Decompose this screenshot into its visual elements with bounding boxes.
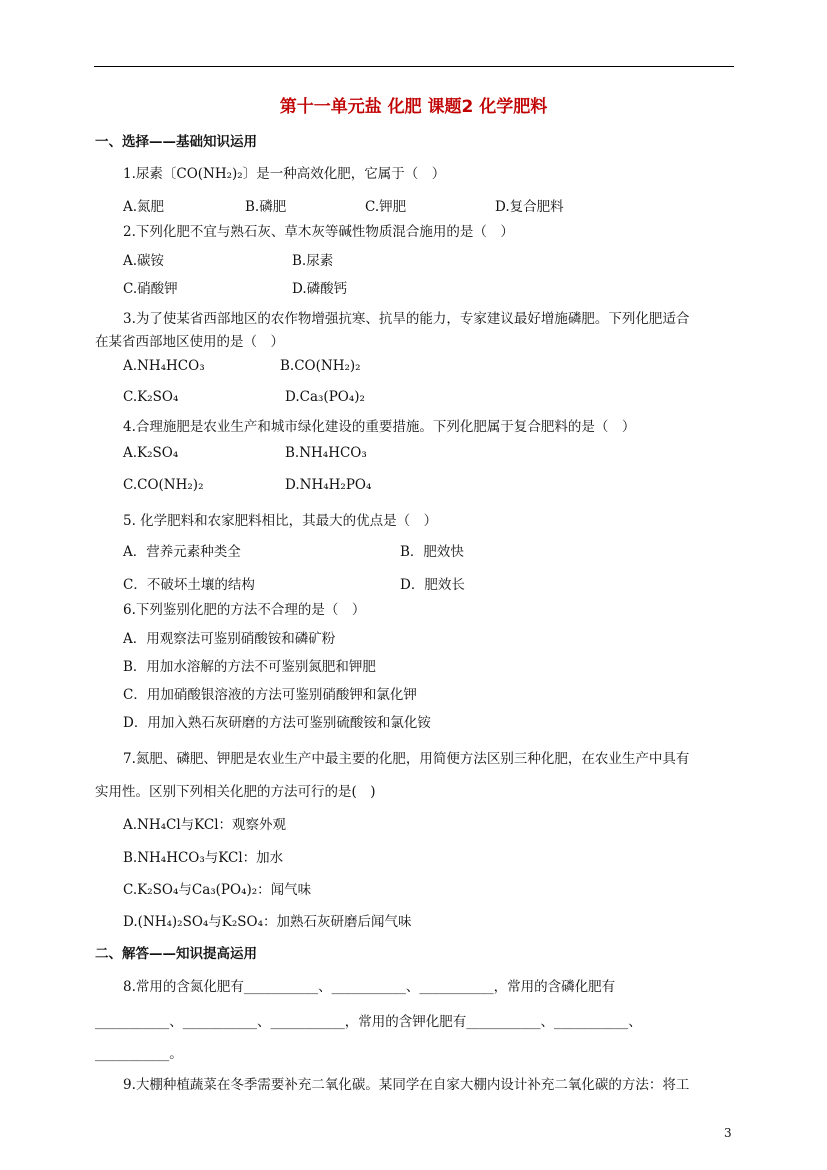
question-8-line-1: 8.常用的含氮化肥有___________、___________、___________，常用的含磷化肥有 [123,979,616,995]
q5-option-a: A．营养元素种类全 [123,544,241,560]
q6-option-c: C．用加硝酸银溶液的方法可鉴别硝酸钾和氯化钾 [123,687,417,703]
question-9-line-1: 9.大棚种植蔬菜在冬季需要补充二氧化碳。某同学在自家大棚内设计补充二氧化碳的方法：将工 [123,1077,690,1093]
q2-option-b: B.尿素 [292,253,334,269]
q1-option-b: B.磷肥 [245,199,287,215]
section-heading-1: 一、选择——基础知识运用 [95,134,257,150]
q2-option-d: D.磷酸钙 [292,281,348,297]
page-number: 3 [724,1126,732,1140]
q5-option-c: C．不破坏土壤的结构 [123,577,255,593]
q3-option-b: B.CO(NH₂)₂ [280,358,361,374]
question-7-stem-line-2: 实用性。区别下列相关化肥的方法可行的是( ) [95,784,376,800]
question-8-line-2: ___________、___________、___________，常用的含钾化肥有___________、___________、 [95,1014,642,1030]
q4-option-a: A.K₂SO₄ [123,445,179,461]
q7-option-a: A.NH₄Cl与KCl：观察外观 [123,817,287,833]
q1-option-d: D.复合肥料 [495,199,564,215]
q6-option-a: A．用观察法可鉴别硝酸铵和磷矿粉 [123,631,336,647]
q6-option-b: B．用加水溶解的方法不可鉴别氮肥和钾肥 [123,659,376,675]
q2-option-c: C.硝酸钾 [123,281,178,297]
question-2-stem: 2.下列化肥不宜与熟石灰、草木灰等碱性物质混合施用的是（ ） [123,224,514,240]
q7-option-d: D.(NH₄)₂SO₄与K₂SO₄：加熟石灰研磨后闻气味 [123,914,412,930]
question-4-stem: 4.合理施肥是农业生产和城市绿化建设的重要措施。下列化肥属于复合肥料的是（ ） [123,419,636,435]
q7-option-c: C.K₂SO₄与Ca₃(PO₄)₂：闻气味 [123,882,312,898]
q3-option-a: A.NH₄HCO₃ [123,358,205,374]
question-1-stem: 1.尿素〔CO(NH₂)₂〕是一种高效化肥，它属于（ ） [123,166,446,182]
question-3-stem-line-1: 3.为了使某省西部地区的农作物增强抗寒、抗旱的能力，专家建议最好增施磷肥。下列化肥适合 [123,311,690,327]
header-rule [94,66,734,67]
q3-option-d: D.Ca₃(PO₄)₂ [285,389,365,405]
question-8-line-3: ___________。 [95,1046,183,1062]
q1-option-c: C.钾肥 [365,199,407,215]
question-3-stem-line-2: 在某省西部地区使用的是（ ） [95,334,284,350]
q5-option-d: D．肥效长 [400,577,465,593]
section-heading-2: 二、解答——知识提高运用 [95,946,257,962]
q4-option-d: D.NH₄H₂PO₄ [285,477,372,493]
q6-option-d: D．用加入熟石灰研磨的方法可鉴别硫酸铵和氯化铵 [123,715,431,731]
q3-option-c: C.K₂SO₄ [123,389,179,405]
q5-option-b: B．肥效快 [400,544,464,560]
page-title: 第十一单元盐 化肥 课题2 化学肥料 [279,97,548,117]
q2-option-a: A.碳铵 [123,253,165,269]
question-5-stem: 5. 化学肥料和农家肥料相比，其最大的优点是（ ） [123,513,438,529]
q7-option-b: B.NH₄HCO₃与KCl：加水 [123,850,284,866]
q4-option-b: B.NH₄HCO₃ [285,445,367,461]
q1-option-a: A.氮肥 [123,199,165,215]
question-7-stem-line-1: 7.氮肥、磷肥、钾肥是农业生产中最主要的化肥，用简便方法区别三种化肥，在农业生产中具有 [123,751,690,767]
q4-option-c: C.CO(NH₂)₂ [123,477,204,493]
question-6-stem: 6.下列鉴别化肥的方法不合理的是（ ） [123,602,366,618]
